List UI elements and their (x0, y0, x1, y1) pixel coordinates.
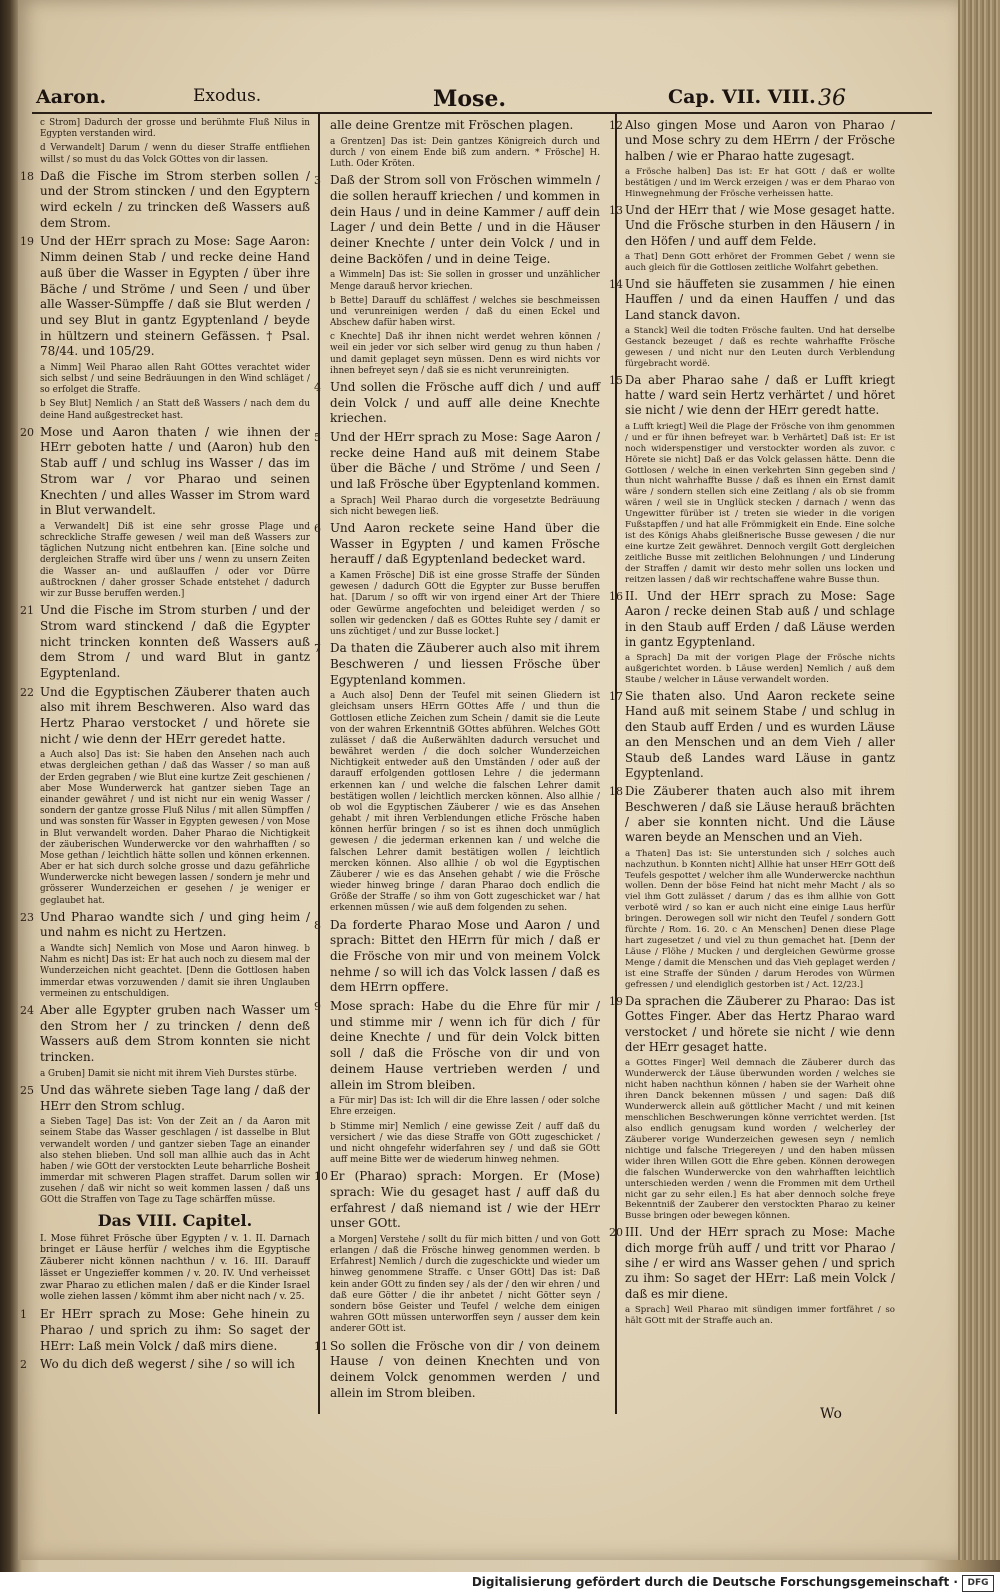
verse-number: 24 (20, 1003, 34, 1017)
verse (20, 603, 310, 681)
running-head-center: Mose. (433, 86, 507, 112)
verse-number: 18 (609, 785, 623, 799)
gloss-note: a Thaten] Das ist: Sie unterstunden sich / solches auch nachzuthun. b Konnten nicht] Allhie hat unser HErr GOtt deß Teufels gespottet / welcher ihm alle Wunderwercke nachthun wollen. Denn der böse Feind hat nicht mehr Macht / als so viel ihm Gott zulässet / darum / das es ihm allhie von Gott verbotë wird / so kan er auch nicht eine einige Laus herfür bringen. Derowegen soll wir nicht den Teufel / sondern Gott fürchte / Rom. 16. 20. c An Menschen] Denen diese Plage hart zugesetzet / und viel zu thun gemachet hat. [Denn der Läuse / Flöhe / Mucken / und dergleichen Gewürme grosse Menge / damit die Menschen und das Vieh geplaget werden / ist eine Straffe der Sünden / darum Herodes von Würmen gefressen / und elendiglich gestorben ist / Act. 12/23.] (625, 848, 895, 990)
verse-text: Daß die Fische im Strom sterben sollen / und der Strom stincken / und den Egyptern wird eckeln / zu trincken deß Wassers auß dem Strom. (40, 168, 310, 230)
verse-text: Und das währete sieben Tage lang / daß der HErr den Strom schlug. (40, 1082, 310, 1113)
gloss-note: a Verwandelt] Diß ist eine sehr grosse Plage und schreckliche Straffe gewesen / weil man deß Wassers zur täglichen Nutzung nicht entbehren kan. [Eine solche und dergleichen Straffe wird über uns / wenn zu unsern Zeiten die Wasser an- und außlauffen / oder vor Dürre außtrocknen / daher grosser Schade entstehet / dadurch wir zur Busse beruffen werden.] (40, 521, 310, 599)
verse-number: 1 (20, 1308, 27, 1322)
verse-number: 11 (314, 1339, 328, 1353)
running-head (18, 86, 958, 112)
page-edge (958, 0, 1000, 1560)
verse-number: 8 (314, 918, 321, 932)
gloss-note: a Grentzen] Das ist: Dein gantzes Königreich durch und durch / von einem Ende biß zum andern. * Frösche] H. Luth. Oder Kröten. (330, 136, 600, 170)
gloss-note: a Kamen Frösche] Diß ist eine grosse Straffe der Sünden gewesen / dadurch GOtt die Egypter zur Busse beruffen hat. [Darum / so offt wir von irgend einer Art der Thiere oder Gewürme angefochten und beleidiget werden / so sollen wir gedencken / daß es GOttes Ruhte sey / damit er uns züchtiget / und zur Busse locket.] (330, 571, 600, 637)
verse-text: Und der HErr that / wie Mose gesaget hatte. Und die Frösche sturben in den Häusern / in den Höfen / und auff dem Felde. (625, 202, 895, 248)
verse-text: Daß der Strom soll von Fröschen wimmeln / die sollen herauff kriechen / und kommen in dein Haus / und in deine Kammer / auff dein Lager / und dein Bette / und in die Häuser deiner Knechte / unter dein Volck / und in deine Backöfen / und in deine Teige. (330, 173, 600, 266)
verse-text: Er (Pharao) sprach: Morgen. Er (Mose) sprach: Wie du gesaget hast / auff daß du erfahrest / daß niemand ist / wie der HErr unser GOtt. (330, 1169, 600, 1231)
verse (609, 689, 895, 781)
gloss-note: b Stimme mir] Nemlich / eine gewisse Zeit / auff daß du versichert / wie das diese Straffe von GOtt zugeschicket / und nicht ohngefehr widerfahren sey / und daß sie GOtt auff meine Bitte wer de wiederum hinweg nehmen. (330, 1121, 600, 1166)
chapter-summary: I. Mose führet Frösche über Egypten / v. 1. II. Darnach bringet er Läuse herfür / welches ihm die Egyptische Zäuberer nicht können nachthun / v. 16. III. Darauff lässet er Ungezieffer kommen / v. 20. IV. Und verheisset zwar Pharao zu etlichen malen / daß er die Kinder Israel wolle ziehen lassen / kömmt ihm aber nicht nach / v. 25. (40, 1232, 310, 1303)
verse-number: 15 (609, 373, 623, 387)
verse-text: III. Und der HErr sprach zu Mose: Mache dich morge früh auff / und tritt vor Pharao / sihe / er wird ans Wasser gehen / und sprich zu ihm: So saget der HErr: Laß mein Volck / daß es mir diene. (625, 1225, 895, 1301)
verse-text: Da sprachen die Zäuberer zu Pharao: Das ist Gottes Finger. Aber das Hertz Pharao ward verstocket / und hörete sie nicht / wie denn der HErr gesaget hatte. (625, 993, 895, 1054)
gloss-note: a Frösche halben] Das ist: Er hat GOtt / daß er wollte bestätigen / und im Werck erzeigen / was er dem Pharao von Hinwegnehmung der Frösche verheissen hatte. (625, 167, 895, 199)
gloss-note: b Sey Blut] Nemlich / an Statt deß Wassers / nach dem du deine Hand außgestrecket hast. (40, 399, 310, 421)
verse-number: 4 (314, 380, 321, 394)
gloss-note: a GOttes Finger] Weil demnach die Zäuberer durch das Wunderwerck der Läuse überwunden worden / welches sie nicht haben nachthun können / haben sie der Warheit ohne ihren Danck bekennen müssen / und sagen: Daß diß Wunderwerck allein auß göttlicher Macht / und mit keinen menschlichen Beschwerungen könne verrichtet werden. [Ist also endlich genugsam kund worden / welcherley der Zäuberer vorige Wunderzeichen gewesen seyn / nemlich nichtige und falsche Triegereyen / und den haben müssen wider ihren Willen GOtt die Ehre geben. Können derowegen die falschen Wunderwercke von den wahrhafften leichtlich unterschieden werden / wenn die Frommen mit dem Urtheil nicht gar zu sehr eilen.] Es hat aber dennoch solche freye Bekenntniß der Zauberer den verstockten Pharao zu keiner Busse bringen oder bewegen können. (625, 1058, 895, 1222)
gloss-note: a Sprach] Weil Pharao durch die vorgesetzte Bedräuung sich nicht bewegen ließ. (330, 495, 600, 517)
verse-text: Die Zäuberer thaten auch also mit ihrem Beschweren / daß sie Läuse herauß brächten / aber sie konnten nicht. Und die Läuse waren beyde an Menschen und an Vieh. (625, 784, 895, 845)
verse-text: Und der HErr sprach zu Mose: Sage Aaron / recke deine Hand auß mit deinem Stabe über die Bäche / und Ströme / und Seen / und laß Frösche über Egyptenland kommen. (330, 429, 600, 491)
funding-credit: Digitalisierung gefördert durch die Deutsche Forschungsgemeinschaft · (471, 1575, 958, 1589)
verse-number: 10 (314, 1170, 328, 1184)
verse-text: So sollen die Frösche von dir / von deinem Hause / von deinen Knechten und von deinem Volck genommen werden / und allein im Strom bleiben. (330, 1338, 600, 1400)
verse (20, 234, 310, 360)
verse (20, 1307, 310, 1354)
verse (609, 202, 895, 249)
verse-text: alle deine Grentze mit Fröschen plagen. (330, 118, 574, 132)
verse-number: 9 (314, 1000, 321, 1014)
verse (20, 424, 310, 519)
verse-number: 21 (20, 604, 34, 618)
gloss-note: a That] Denn GOtt erhöret der Frommen Gebet / wenn sie auch gleich für die Gottlosen zeitliche Wolfahrt gebethen. (625, 251, 895, 273)
verse (20, 168, 310, 232)
gloss-note: a Auch also] Denn der Teufel mit seinen Gliedern ist gleichsam unsers HErrn GOttes Affe / und thun die Gottlosen etliche Zeichen zum Schein / damit sie die Leute von der wahren Erkenntniß GOttes abführen. Welches GOtt zulässet / daß die Außerwählten dadurch versuchet und bewähret werden / die doch solcher Wunderzeichen Nichtigkeit entweder auß den Umständen / oder auß der darauff erfolgenden gottlosen Lehre / die jedermann erkennen kan / und welche die falschen Lehrer damit bestätigen wollen / leichtlich mercken können. Also allhie / ob wol die Egyptischen Zäuberer / wie es das Ansehen gehabt / mit ihren Verblendungen etliche Frösche haben können herfür bringen / so ist es ihnen doch unmüglich gewesen / die jederman erkennen kan / und welche die falschen Lehrer damit bestätigen wollen / leichtlich mercken können. Also allhie / ob wol die Egyptischen Zäuberer / wie es das Ansehen gehabt / wie die Frösche wieder hinweg bringe / daran Pharao doch endlich die Größe der Straffe / so ihm von Gott zugeschicket war / hat erkennen müssen / wie auß dem folgenden zu sehen. (330, 691, 600, 914)
gloss-note: a Morgen] Verstehe / sollt du für mich bitten / und von Gott erlangen / daß die Frösche hinweg genommen werden. b Erfahrest] Nemlich / durch die zugeschickte und wieder um hinweg genommene Straffe. c Unser GOtt] Das ist: Daß kein ander GOtt zu finden sey / als der / den wir ehren / und daß eure Götter / die ihr anbetet / nicht Götter seyn / sondern böse Geister und Teufel / welche dem einigen wahren GOtt müssen unterworffen seyn / ausser dem kein anderer GOtt ist. (330, 1234, 600, 1335)
verse (314, 173, 600, 267)
verse-text: Und die Fische im Strom sturben / und der Strom ward stinckend / daß die Egypter nicht trincken konnten deß Wassers auß dem Strom / und ward Blut in gantz Egyptenland. (40, 603, 310, 680)
gloss-note: a Lufft kriegt] Weil die Plage der Frösche von ihm genommen / und er für ihnen befreyet war. b Verhärtet] Daß ist: Er ist noch widerspenstiger und verstockter worden als zuvor. c Hörete sie nicht] Daß er das Volck gelassen hätte. Denn die Gottlosen / welche in einen verkehrten Sinn gegeben sind / thun nicht wahrhaffte Busse / daß es ihnen ein Ernst damit wäre / sondern stellen sich eine Zeitlang / als ob sie fromm wären / weil sie in Unglück stecken / darnach / wenn das Ungewitter fürüber ist / treten sie wieder in die vorigen Fußstapffen / und hat alle Frömmigkeit ein Ende. Eine solche ist des Königs Ahabs gleißnerische Busse gewesen / die nur eine kurtze Zeit gewähret. Dennoch vergilt Gott dergleichen zeitliche Busse mit zeitlichen Belohnungen / und Linderung der Straffen / damit wir desto mehr sollen uns locken und reitzen lassen / daß wir rechtschaffene wahre Busse thun. (625, 421, 895, 585)
verse-text: Wo du dich deß wegerst / sihe / so will ich (40, 1357, 295, 1372)
verse-text: Und sie häuffeten sie zusammen / hie einen Hauffen / und da einen Hauffen / und das Land stanck davon. (625, 276, 895, 322)
verse-text: Und Pharao wandte sich / und ging heim / und nahm es nicht zu Hertzen. (40, 909, 310, 940)
gloss-note: a Sprach] Da mit der vorigen Plage der Frösche nichts außgerichtet worden. b Läuse werden] Nemlich / auß dem Staube / welcher in Läuse verwandelt worden. (625, 653, 895, 686)
running-head-book: Exodus. (193, 86, 262, 106)
verse-text: Mose und Aaron thaten / wie ihnen der HErr geboten hatte / und (Aaron) hub den Stab auff / und schlug ins Wasser / das im Strom war / vor Pharao und seinen Knechten / und alles Wasser im Strom ward in Blut verwandelt. (40, 424, 310, 518)
verse (330, 118, 600, 134)
verse-number: 14 (609, 277, 623, 291)
verse-number: 19 (609, 994, 623, 1008)
verse-number: 22 (20, 685, 34, 699)
gloss-note: c Strom] Dadurch der grosse und berühmte Fluß Nilus in Egypten verstanden wird. (40, 118, 310, 140)
verse (20, 684, 310, 748)
gloss-note: a Gruben] Damit sie nicht mit ihrem Vieh Durstes stürbe. (40, 1068, 297, 1079)
gloss-note: b Bette] Darauff du schläffest / welches sie beschmeissen und verunreinigen werden / daß du einen Eckel und Abschew dafür haben wirst. (330, 295, 600, 329)
gloss-note: a Für mir] Das ist: Ich will dir die Ehre lassen / oder solche Ehre erzeigen. (330, 1096, 600, 1118)
verse (609, 372, 895, 419)
verse-number: 20 (609, 1226, 623, 1240)
gloss-note: a Auch also] Das ist: Sie haben den Ansehen nach auch etwas dergleichen gethan / daß das Wasser / so man auß der Erden gegraben / wie Blut eine kurtze Zeit geschienen / aber Mose Wunderwerck hat gantzer sieben Tage an einander gewähret / und ist nicht nur ein wenig Wasser / sondern der gantze grosse Fluß Nilus / mit allen Sümpffen / und was sonsten für Wasser in Egypten gewesen / von Mose in Blut verwandelt worden. Daher Pharao die Nichtigkeit der zäuberischen Wunderwercke vor den wahrhafften / so Mose gethan / leichtlich hätte sollen und können erkennen. Aber er hat sich durch solche grosse und dazu gefährliche Wunderwercke nicht bewegen lassen / sondern je mehr und grösserer Wunderzeichen er gesehen / je weniger er geglaubet hat. (40, 750, 310, 906)
verse-number: 3 (314, 174, 321, 188)
verse-text: Da forderte Pharao Mose und Aaron / und sprach: Bittet den HErrn für mich / daß er die Frösche von mir und von meinem Volck nehme / so will ich das Volck lassen / daß es dem HErrn opffere. (330, 917, 600, 995)
verse-number: 25 (20, 1083, 34, 1097)
gloss-note: a Wandte sich] Nemlich von Mose und Aaron hinweg. b Nahm es nicht] Das ist: Er hat auch noch zu diesem mal der Wunderzeichen nicht geachtet. [Denn die Gottlosen haben immerdar etwas vorzuwenden / damit sie ihren Unglauben vermeinen zu entschuldigen. (40, 944, 310, 999)
footer-bar (0, 1572, 1000, 1594)
verse-text: Er HErr sprach zu Mose: Gehe hinein zu Pharao / und sprich zu ihm: So saget der HErr: Laß mein Volck / daß mirs diene. (40, 1307, 310, 1353)
gloss-note: a Wimmeln] Das ist: Sie sollen in grosser und unzählicher Menge darauß hervor kriechen. (330, 270, 600, 292)
verse (314, 917, 600, 996)
verse (314, 641, 600, 688)
column-rule (318, 114, 320, 1414)
column-rule (615, 114, 617, 1414)
text-column-right (609, 118, 895, 1330)
verse-number: 18 (20, 169, 34, 183)
gloss-note: d Verwandelt] Darum / wenn du dieser Straffe entfliehen willst / so must du das Volck GOttes von dir lassen. (40, 143, 310, 165)
verse (20, 909, 310, 941)
verse-number: 16 (609, 589, 623, 603)
verse-text: Und die Egyptischen Zäuberer thaten auch also mit ihrem Beschweren. Also ward das Hertz Pharao verstocket / und hörete sie nicht / wie denn der HErr geredet hatte. (40, 684, 310, 746)
verse-number: 19 (20, 235, 34, 249)
catchword: Wo (820, 1406, 842, 1422)
verse-text: Und der HErr sprach zu Mose: Sage Aaron: Nimm deinen Stab / und recke deine Hand auß über die Wasser in Egypten / über ihre Bäche / und Ströme / und Seen / und über alle Wasser-Sümpffe / daß sie Blut werden / und sey Blut in gantz Egyptenland / beyde in hültzern und steinern Gefässen. † Psal. 78/44. und 105/29. (40, 234, 310, 359)
verse-text: II. Und der HErr sprach zu Mose: Sage Aaron / recke deinen Stab auß / und schlage in den Staub auff Erden / daß Läuse werden in gantz Egyptenland. (625, 588, 895, 649)
verse-text: Also gingen Mose und Aaron von Pharao / und Mose schry zu dem HErrn / der Frösche halben / wie er Pharao hatte zugesagt. (625, 118, 895, 163)
header-rule (32, 112, 932, 114)
gloss-note: a Sieben Tage] Das ist: Von der Zeit an / da Aaron mit seinem Stabe das Wasser geschlagen / ist dasselbe in Blut verwandelt worden / und gantzer sieben Tage an einander also stehen blieben. Und soll man allhie auch das in Acht haben / wie GOtt der verstockten Leute beharrliche Bosheit immerdar mit schweren Plagen straffet. Darum sollen wir zusehen / daß wir nicht so weit kommen lassen / daß uns GOtt die Straffen von Tage zu Tage schärffen müsse. (40, 1117, 310, 1206)
running-head-chapter: Cap. VII. VIII. (668, 86, 816, 108)
verse-number: 17 (609, 690, 623, 704)
verse-number: 2 (20, 1358, 27, 1372)
gloss-note: a Stanck] Weil die todten Frösche faulten. Und hat derselbe Gestanck bezeuget / daß es rechte wahrhaffte Frösche gewesen / und nicht nur den Leuten durch Verblendung fürgebracht wordë. (625, 325, 895, 369)
chapter-heading: Das VIII. Capitel. (97, 1210, 253, 1230)
verse-text: Da aber Pharao sahe / daß er Lufft kriegt hatte / ward sein Hertz verhärtet / und höret sie nicht / wie denn der HErr geredt hatte. (625, 372, 895, 418)
verse (314, 1169, 600, 1232)
verse (314, 1338, 600, 1402)
verse-text: Und Aaron reckete seine Hand über die Wasser in Egypten / und kamen Frösche herauff / daß Egyptenland bedecket ward. (330, 521, 600, 567)
folio-number: 36 (818, 86, 846, 111)
verse-number: 20 (20, 425, 34, 439)
verse-text: Da thaten die Zäuberer auch also mit ihrem Beschweren / und liessen Frösche über Egyptenland kommen. (330, 641, 600, 687)
verse (609, 118, 895, 164)
verse (609, 1225, 895, 1302)
verse (609, 993, 895, 1055)
verse (314, 521, 600, 568)
verse-number: 12 (609, 119, 623, 132)
verse-number: 23 (20, 910, 34, 924)
text-column-left (20, 118, 310, 1376)
verse-number: 7 (314, 642, 321, 656)
verse (20, 1082, 310, 1114)
verse-text: Sie thaten also. Und Aaron reckete seine Hand auß mit seinem Stabe / und schlug in den Staub auff Erden / und es wurden Läuse an den Menschen und an dem Vieh / aller Staub deß Landes ward Läuse in gantz Egyptenland. (625, 689, 895, 780)
verse (609, 588, 895, 650)
verse-number: 13 (609, 203, 623, 217)
verse-text: Aber alle Egypter gruben nach Wasser um den Strom her / zu trincken / denn deß Wassers auß dem Strom konnten sie nicht trincken. (40, 1002, 310, 1065)
verse (609, 276, 895, 323)
gloss-note: a Sprach] Weil Pharao mit sündigen immer fortfähret / so hält GOtt mit der Straffe auch an. (625, 1305, 895, 1327)
running-head-left: Aaron. (36, 86, 107, 108)
verse (314, 379, 600, 427)
verse (20, 1002, 310, 1066)
verse (314, 429, 600, 493)
verse (20, 1357, 310, 1373)
verse-text: Mose sprach: Habe du die Ehre für mir / und stimme mir / wenn ich für dich / für deine Knechte / und für dein Volck bitten soll / daß die Frösche von dir und von deinem Hause vertrieben werden / und allein im Strom bleiben. (330, 999, 600, 1092)
verse-number: 5 (314, 430, 321, 444)
text-column-middle (314, 118, 600, 1404)
gloss-note: a Nimm] Weil Pharao allen Raht GOttes verachtet wider sich selbst / und seine Bedräuungen in den Wind schläget / so erfolget die Straffe. (40, 362, 310, 396)
verse (609, 784, 895, 845)
dfg-logo-icon: DFG (962, 1575, 994, 1592)
verse (314, 999, 600, 1093)
gloss-note: c Knechte] Daß ihr ihnen nicht werdet wehren können / weil ein jeder vor sich selber wird genug zu thun haben / und damit geplaget seyn müssen. Denn es wird nichts vor ihnen befreyet seyn / daß sie es nicht verunreinigten. (330, 332, 600, 376)
verse-number: 6 (314, 522, 321, 536)
verse-text: Und sollen die Frösche auff dich / und auff dein Volck / und auff alle deine Knechte kriechen. (330, 379, 600, 426)
